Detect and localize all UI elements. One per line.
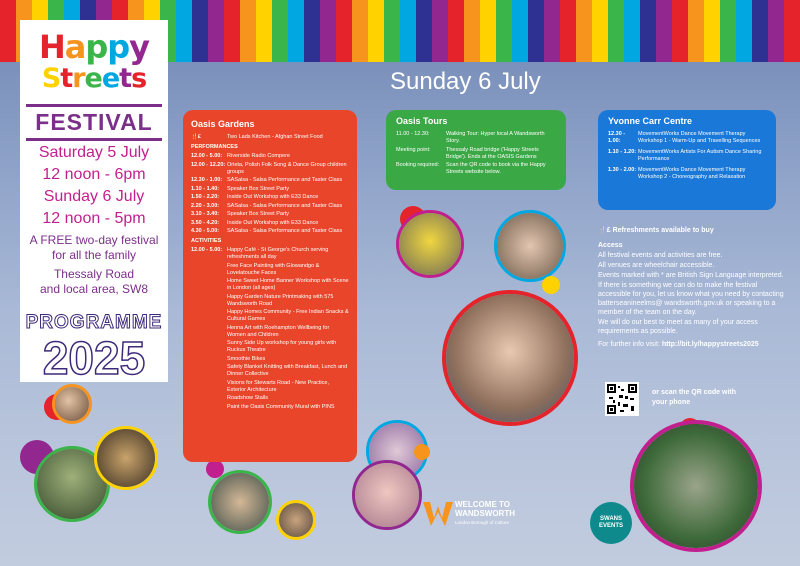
- programme-year: 2025: [42, 332, 146, 384]
- performance-row: [191, 162, 349, 176]
- logo-letter: H: [38, 28, 65, 66]
- date-sun: Sunday 6 July: [43, 188, 145, 205]
- stripe: [432, 0, 448, 62]
- stripe: [368, 0, 384, 62]
- stripe: [256, 0, 272, 62]
- performance-time: 1.50 - 2.20:: [191, 194, 220, 200]
- photo-circle: [52, 384, 92, 424]
- festival-label: FESTIVAL: [26, 104, 162, 141]
- logo-letter: p: [107, 28, 130, 66]
- performances-label: PERFORMANCES: [191, 144, 238, 150]
- wandsworth-w-icon: [423, 498, 453, 528]
- logo-letter: t: [119, 63, 132, 94]
- stripe: [720, 0, 736, 62]
- photo-circle: [276, 500, 316, 540]
- logo-letter: s: [131, 63, 147, 94]
- activities-list: [191, 263, 349, 411]
- oasis-gardens-heading: Oasis Gardens: [191, 119, 255, 129]
- performance-text: SASalsa - Salsa Performance and Taster Class: [227, 228, 343, 234]
- wtw-line2: WANDSWORTH: [455, 509, 515, 518]
- photo-circle: [208, 470, 272, 534]
- activity-item: Sunny Side Up workshop for young girls with Ruckus Theatre: [227, 340, 337, 353]
- performance-row: [191, 203, 349, 210]
- logo-streets: [26, 64, 162, 94]
- activity-item: Smoothie Bikes: [227, 355, 266, 362]
- tour-row: [396, 162, 556, 176]
- tour-text: Thessaly Road bridge ('Happy Streets Bridge'). Ends at the OASIS Gardens: [446, 146, 539, 160]
- performance-time: 12.00 - 12.20:: [191, 161, 226, 168]
- photo-circle-main: [442, 290, 578, 426]
- food-icon: 🍴£: [191, 134, 201, 140]
- logo-letter: S: [41, 63, 61, 94]
- performance-text: Orleta, Polish Folk Song & Dance Group children groups: [227, 161, 347, 175]
- performance-time: 4.30 - 5.00:: [191, 228, 220, 234]
- food-text: Two Lads Kitchen - Afghan Street Food: [227, 134, 323, 140]
- decor-dot: [542, 276, 560, 294]
- activity-item: Home Sweet Home Banner Workshop with Scene in London (all ages): [227, 278, 349, 291]
- oasis-gardens-panel: [183, 110, 357, 462]
- tour-label: Booking required:: [396, 162, 440, 168]
- performance-row: [191, 153, 349, 160]
- stripe: [560, 0, 576, 62]
- stripe: [272, 0, 288, 62]
- wtw-sub: London Borough of Culture: [455, 520, 510, 525]
- qr-code[interactable]: [605, 382, 639, 416]
- tour-text: Scan the QR code to book via the Happy Streets website below.: [446, 162, 546, 175]
- location-2: and local area, SW8: [39, 282, 149, 296]
- yc-row: [608, 131, 766, 145]
- access-heading: Access: [598, 242, 623, 249]
- performance-text: Speaker Box Street Party: [227, 211, 290, 217]
- logo-letter: r: [72, 63, 85, 94]
- stripe: [784, 0, 800, 62]
- access-line: We will do our best to meet as many of your access requirements as possible.: [598, 319, 758, 335]
- stripe: [208, 0, 224, 62]
- qr-caption: or scan the QR code with your phone: [652, 389, 737, 406]
- time-sat: 12 noon - 6pm: [42, 166, 146, 183]
- yc-row: [608, 149, 766, 163]
- yc-text: MovementWorks Dance Movement Therapy Workshop 2 - Choreography and Relaxation: [638, 167, 746, 180]
- location: [26, 267, 162, 297]
- yc-row: [608, 167, 766, 181]
- performance-time: 3.50 - 4.20:: [191, 219, 220, 226]
- swans-events-logo: [590, 502, 632, 544]
- access-line: Events marked with * are British Sign Language interpreted.: [598, 272, 784, 279]
- programme-label: PROGRAMME: [25, 312, 163, 333]
- swans-text: SWANS: [599, 516, 622, 522]
- tours-list: [396, 131, 556, 176]
- activity-item: Visions for Stewarts Road - New Practice, Exterior Architecture: [227, 379, 329, 393]
- logo-letter: t: [60, 63, 73, 94]
- logo-letter: a: [64, 28, 86, 66]
- wtw-line1: WELCOME TO: [455, 500, 510, 509]
- photo-circle: [94, 426, 158, 490]
- performance-text: Inside Out Workshop with E33 Dance: [227, 219, 319, 226]
- logo-letter: p: [85, 28, 108, 66]
- activity-item: Happy Café - St George's Church serving refreshments all day: [227, 247, 329, 260]
- stripe: [512, 0, 528, 62]
- tagline-2: for all the family: [51, 248, 137, 262]
- access-line: If there is something we can do to make the festival accessible for you, let us know what you need by contacting batterseanineelms@ wandsworth.gov.uk or speaking to a member of the team on the day.: [598, 282, 784, 316]
- tagline: [26, 233, 162, 263]
- welcome-to-wandsworth-logo: [455, 500, 515, 527]
- further-info: [598, 340, 788, 349]
- stripe: [464, 0, 480, 62]
- stripe: [288, 0, 304, 62]
- stripe: [320, 0, 336, 62]
- refreshments-text: Refreshments available to buy: [612, 227, 714, 234]
- performance-time: 2.20 - 3.00:: [191, 202, 220, 209]
- access-info: [598, 226, 788, 350]
- stripe: [496, 0, 512, 62]
- yvonne-carr-list: [608, 131, 766, 181]
- activity-item: Happy Garden Nature Printmaking with 575 Wandsworth Road: [227, 293, 334, 307]
- stripe: [448, 0, 464, 62]
- stripe: [336, 0, 352, 62]
- stripe: [384, 0, 400, 62]
- performance-row: [191, 211, 349, 218]
- stripe: [416, 0, 432, 62]
- stripe: [480, 0, 496, 62]
- performance-time: 1.10 - 1.40:: [191, 185, 220, 192]
- stripe: [624, 0, 640, 62]
- refreshments-note: [598, 226, 788, 235]
- stripe: [688, 0, 704, 62]
- performance-row: [191, 186, 349, 193]
- stripe: [192, 0, 208, 62]
- activities-time: 12.00 - 5.00:: [191, 247, 223, 253]
- performance-text: Inside Out Workshop with E33 Dance: [227, 194, 319, 200]
- logo-letter: e: [84, 63, 102, 94]
- stripe: [240, 0, 256, 62]
- stripe: [592, 0, 608, 62]
- performance-row: [191, 220, 349, 227]
- further-info-link[interactable]: http://bit.ly/happystreets2025: [661, 341, 759, 348]
- swans-sub: EVENTS: [598, 523, 623, 529]
- location-1: Thessaly Road: [53, 267, 135, 281]
- tour-label: Meeting point:: [396, 146, 431, 153]
- photo-circle: [396, 210, 464, 278]
- further-info-label: For further info visit:: [598, 341, 660, 348]
- logo-letter: e: [101, 63, 120, 94]
- photo-circle: [494, 210, 566, 282]
- stripe: [672, 0, 688, 62]
- stripe: [656, 0, 672, 62]
- tagline-1: A FREE two-day festival: [29, 233, 159, 247]
- yvonne-carr-panel: [598, 110, 776, 210]
- activity-item: Free Face Painting with Glowandgo & Lovelatouche Faces: [227, 262, 320, 276]
- stripe: [704, 0, 720, 62]
- activities-time-row: [191, 247, 349, 261]
- oasis-tours-heading: Oasis Tours: [396, 116, 448, 126]
- tour-text: Walking Tour: Hyper local A Wandsworth Story.: [446, 131, 545, 144]
- performance-row: [191, 177, 349, 184]
- yc-time: 12.30 - 1.00:: [608, 131, 626, 144]
- oasis-tours-panel: [386, 110, 566, 190]
- activities-label: ACTIVITIES: [191, 238, 222, 244]
- time-sun: 12 noon - 5pm: [42, 210, 146, 227]
- stripe: [224, 0, 240, 62]
- performance-time: 12.30 - 1.00:: [191, 177, 223, 183]
- tour-row: [396, 147, 556, 161]
- logo-letter: y: [129, 28, 150, 66]
- performance-text: Riverside Radio Compere: [227, 153, 290, 159]
- stripe: [768, 0, 784, 62]
- decor-dot: [414, 444, 430, 460]
- stripe: [544, 0, 560, 62]
- activity-item: Happy Homes Community - Free Indian Snacks & Cultural Games: [227, 309, 349, 322]
- access-line: All venues are wheelchair accessible.: [598, 262, 715, 269]
- food-row: [191, 134, 349, 141]
- stripe: [176, 0, 192, 62]
- yc-time: 1.30 - 2.00:: [608, 167, 637, 173]
- tour-row: [396, 131, 556, 145]
- yc-time: 1.10 - 1.20:: [608, 149, 637, 155]
- performance-time: 3.10 - 3.40:: [191, 211, 220, 217]
- stripe: [736, 0, 752, 62]
- photo-circle: [352, 460, 422, 530]
- stripe: [352, 0, 368, 62]
- date-sat: Saturday 5 July: [38, 144, 150, 161]
- activity-item: Safety Blanket Knitting with Breakfast, Lunch and Dinner Collective: [227, 364, 348, 377]
- stripe: [752, 0, 768, 62]
- access-line: All festival events and activities are free.: [598, 252, 723, 259]
- access-lines: [598, 251, 788, 336]
- performance-text: SASalsa - Salsa Performance and Taster Class: [227, 202, 343, 209]
- yvonne-carr-heading: Yvonne Carr Centre: [608, 116, 693, 126]
- performance-time: 12.00 - 5.00:: [191, 153, 223, 159]
- page-title: Sunday 6 July: [390, 68, 541, 95]
- performance-row: [191, 194, 349, 201]
- activity-item: Paint the Oasis Community Mural with PINS: [227, 403, 335, 410]
- tour-label: 11.00 - 12.30:: [396, 131, 430, 137]
- programme-heading: [24, 312, 164, 382]
- performance-text: SASalsa - Salsa Performance and Taster Class: [227, 177, 343, 183]
- yc-text: MovementWorks Dance Movement Therapy Workshop 1 - Warm-Up and Travelling Sequences: [638, 131, 761, 144]
- performances-list: [191, 153, 349, 235]
- stripe: [304, 0, 320, 62]
- logo-happy: [26, 30, 162, 64]
- stripe: [400, 0, 416, 62]
- activity-item: Henna Art with Roehampton Wellbeing for Women and Children: [227, 324, 330, 338]
- stripe: [576, 0, 592, 62]
- photo-circle: [630, 420, 762, 552]
- performance-row: [191, 228, 349, 235]
- stripe: [608, 0, 624, 62]
- refreshments-icon: 🍴£: [598, 227, 613, 234]
- yc-text: MovementWorks Artists For Autism Dance Sharing Performance: [638, 149, 762, 162]
- performance-text: Speaker Box Street Party: [227, 185, 290, 192]
- stripe: [528, 0, 544, 62]
- stripe: [640, 0, 656, 62]
- qr-code-icon: [607, 384, 637, 414]
- activity-item: Roadshow Stalls: [227, 395, 268, 401]
- stripe: [0, 0, 16, 62]
